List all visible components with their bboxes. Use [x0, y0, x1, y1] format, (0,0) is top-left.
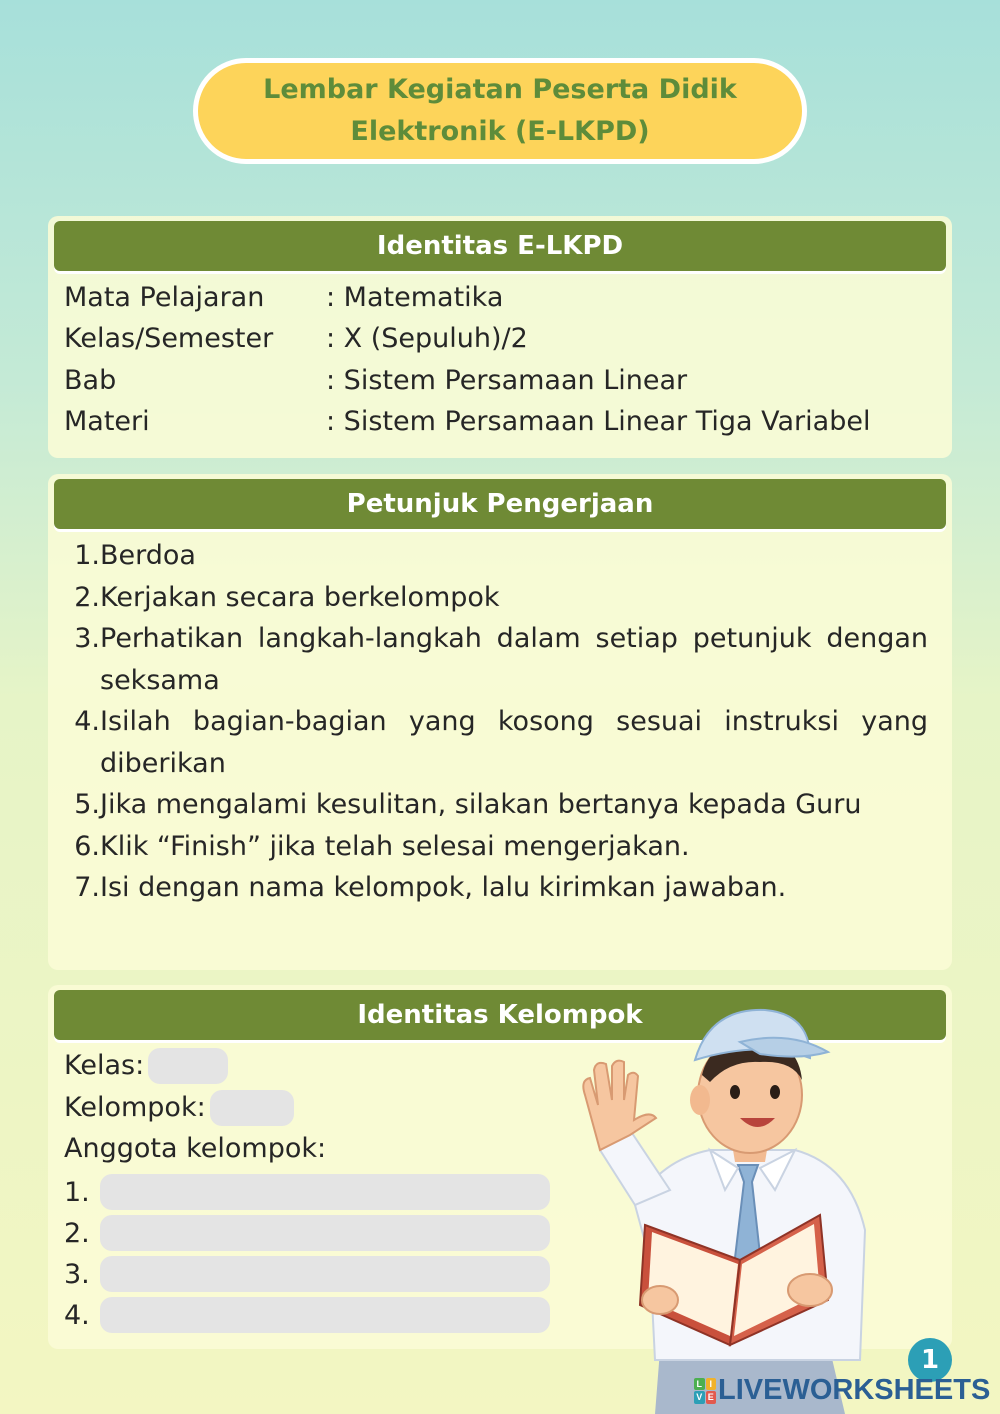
member-input-4[interactable] [100, 1297, 550, 1333]
identity-label: Materi [64, 406, 150, 437]
step-text: Klik “Finish” jika telah selesai mengerjakan. [100, 830, 690, 862]
identity-row [64, 277, 503, 318]
class-input[interactable] [148, 1048, 228, 1084]
identity-row [64, 360, 687, 401]
member-row [64, 1174, 90, 1210]
identity-row [64, 318, 528, 359]
step-number: 3. [74, 623, 100, 654]
instruction-step [68, 535, 928, 577]
member-input-1[interactable] [100, 1174, 550, 1210]
step-number: 5. [74, 789, 100, 820]
instruction-step [68, 826, 928, 868]
member-row [64, 1256, 90, 1292]
brand-name: LIVEWORKSHEETS [718, 1374, 991, 1406]
class-row [64, 1045, 228, 1086]
identity-value: : Matematika [326, 282, 504, 313]
identity-card [48, 216, 952, 458]
student-holding-book-illustration [560, 1000, 920, 1414]
group-heading: Identitas Kelompok [54, 990, 946, 1040]
liveworksheets-logo-icon [694, 1378, 716, 1404]
title-line-2: Elektronik (E-LKPD) [350, 116, 650, 147]
step-text: Berdoa [100, 540, 196, 571]
identity-label: Bab [64, 365, 117, 396]
logo-letter: V [694, 1391, 705, 1404]
member-input-3[interactable] [100, 1256, 550, 1292]
instruction-step [68, 701, 928, 784]
instruction-list [68, 535, 928, 909]
instruction-step [68, 577, 928, 619]
class-label: Kelas: [64, 1050, 145, 1081]
identity-heading: Identitas E-LKPD [54, 221, 946, 271]
identity-label: Mata Pelajaran [64, 282, 265, 313]
identity-row [64, 401, 870, 442]
member-number: 1. [64, 1176, 90, 1208]
instruction-step [68, 784, 928, 826]
logo-letter: L [694, 1378, 705, 1391]
step-text: Isilah bagian-bagian yang kosong sesuai instruksi yang diberikan [100, 706, 928, 779]
instructions-card [48, 474, 952, 970]
title-line-1: Lembar Kegiatan Peserta Didik [263, 74, 737, 105]
member-number: 4. [64, 1299, 90, 1331]
step-number: 7. [74, 872, 100, 903]
identity-value: : Sistem Persamaan Linear [326, 365, 688, 396]
step-number: 6. [74, 830, 100, 862]
instruction-step [68, 867, 928, 909]
identity-value: : X (Sepuluh)/2 [326, 323, 528, 354]
member-number: 2. [64, 1217, 90, 1249]
member-input-2[interactable] [100, 1215, 550, 1251]
member-number: 3. [64, 1258, 90, 1290]
identity-value: : Sistem Persamaan Linear Tiga Variabel [326, 406, 871, 437]
member-row [64, 1297, 90, 1333]
liveworksheets-brand[interactable] [694, 1374, 990, 1407]
group-input[interactable] [210, 1090, 294, 1126]
logo-letter: E [706, 1391, 717, 1404]
instructions-heading: Petunjuk Pengerjaan [54, 479, 946, 529]
step-text: Kerjakan secara berkelompok [100, 581, 500, 613]
step-number: 4. [74, 706, 100, 737]
worksheet-title [193, 58, 807, 164]
step-text: Isi dengan nama kelompok, lalu kirimkan jawaban. [100, 872, 787, 903]
group-label: Kelompok: [64, 1092, 206, 1123]
members-label: Anggota kelompok: [64, 1133, 327, 1164]
step-number: 2. [74, 581, 100, 613]
instruction-step [68, 618, 928, 701]
step-text: Perhatikan langkah-langkah dalam setiap petunjuk dengan seksama [100, 623, 928, 696]
member-row [64, 1215, 90, 1251]
group-row [64, 1087, 294, 1128]
identity-label: Kelas/Semester [64, 323, 274, 354]
logo-letter: I [706, 1378, 717, 1391]
page-number-badge: 1 [908, 1338, 952, 1382]
step-text: Jika mengalami kesulitan, silakan bertanya kepada Guru [100, 789, 862, 820]
step-number: 1. [74, 540, 100, 571]
